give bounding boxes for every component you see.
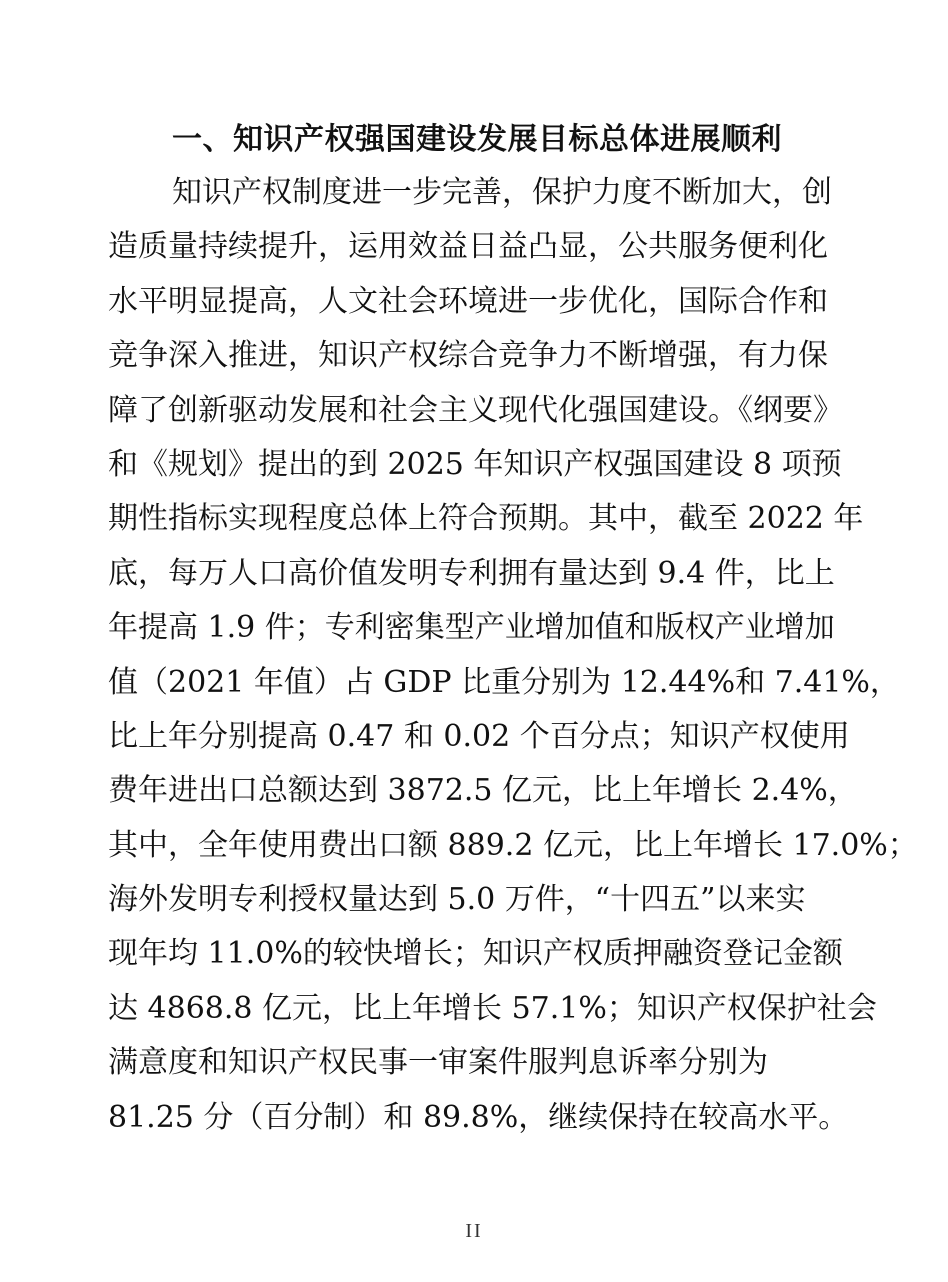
text-line: 水平明显提高，人文社会环境进一步优化，国际合作和 (108, 283, 828, 319)
text-line: 造质量持续提升，运用效益日益凸显，公共服务便利化 (108, 229, 828, 265)
body-paragraph (108, 166, 918, 1145)
text-line: 年提高 1.9 件；专利密集型产业增加值和版权产业增加 (108, 610, 835, 646)
text-line: 其中，全年使用费出口额 889.2 亿元，比上年增长 17.0%； (108, 827, 918, 863)
page-number: II (465, 1220, 483, 1242)
text-line: 现年均 11.0%的较快增长；知识产权质押融资登记金额 (108, 936, 843, 972)
text-line: 期性指标实现程度总体上符合预期。其中，截至 2022 年 (108, 501, 864, 537)
text-line: 满意度和知识产权民事一审案件服判息诉率分别为 (108, 1045, 768, 1081)
text-line: 和《规划》提出的到 2025 年知识产权强国建设 8 项预 (108, 446, 842, 482)
text-line: 比上年分别提高 0.47 和 0.02 个百分点；知识产权使用 (108, 718, 850, 754)
text-line: 竞争深入推进，知识产权综合竞争力不断增强，有力保 (108, 338, 828, 374)
text-line: 达 4868.8 亿元，比上年增长 57.1%；知识产权保护社会 (108, 990, 877, 1026)
text-line: 81.25 分（百分制）和 89.8%，继续保持在较高水平。 (108, 1099, 849, 1135)
text-line: 值（2021 年值）占 GDP 比重分别为 12.44%和 7.41%， (108, 664, 900, 700)
section-heading: 一、知识产权强国建设发展目标总体进展顺利 (172, 122, 782, 157)
text-line: 知识产权制度进一步完善，保护力度不断加大，创 (172, 175, 832, 210)
text-line: 费年进出口总额达到 3872.5 亿元，比上年增长 2.4%， (108, 773, 858, 809)
text-line: 障了创新驱动发展和社会主义现代化强国建设。《纲要》 (108, 392, 843, 428)
text-line: 海外发明专利授权量达到 5.0 万件，“十四五”以来实 (108, 882, 806, 918)
text-line: 底，每万人口高价值发明专利拥有量达到 9.4 件，比上 (108, 555, 835, 591)
